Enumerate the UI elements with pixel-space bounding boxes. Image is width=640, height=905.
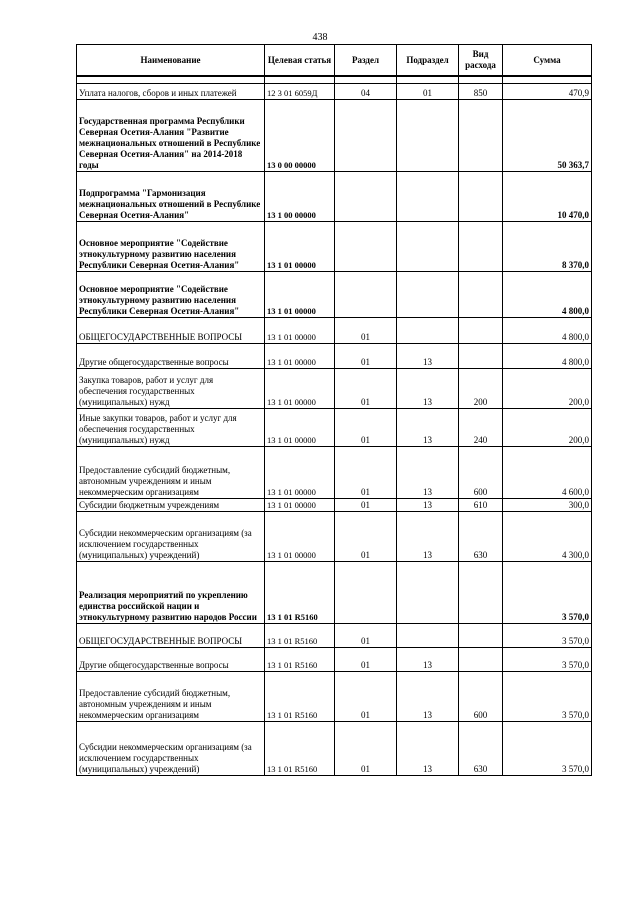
spacer-cell: [265, 76, 335, 84]
cell-razdel: 01: [335, 409, 397, 447]
cell-podrazdel: 13: [397, 648, 459, 672]
cell-vid-rashoda: 200: [459, 369, 503, 409]
cell-target-article: 12 3 01 6059Д: [265, 84, 335, 100]
cell-name: ОБЩЕГОСУДАРСТВЕННЫЕ ВОПРОСЫ: [77, 318, 265, 344]
table-row: [77, 272, 592, 318]
table-row: [77, 672, 592, 722]
budget-table-body: [77, 84, 592, 776]
cell-summa: 4 800,0: [503, 318, 592, 344]
spacer-cell: [459, 76, 503, 84]
column-header-summa: Сумма: [503, 45, 592, 77]
cell-name: Государственная программа Республики Северная Осетия-Алания "Развитие межнациональных отношений в Республике Северная Осетия-Алания" на 2014-2018 годы: [77, 100, 265, 172]
cell-summa: 300,0: [503, 499, 592, 512]
cell-name: Основное мероприятие "Содействие этнокультурному развитию населения Республики Северная Осетия-Алания": [77, 272, 265, 318]
page-number: 438: [312, 32, 328, 43]
table-row: [77, 369, 592, 409]
table-row: [77, 624, 592, 648]
column-header-name: Наименование: [77, 45, 265, 77]
cell-target-article: 13 1 01 00000: [265, 512, 335, 562]
cell-summa: 4 600,0: [503, 447, 592, 499]
cell-name: Субсидии некоммерческим организациям (за исключением государственных (муниципальных) учреждений): [77, 512, 265, 562]
spacer-cell: [503, 76, 592, 84]
cell-target-article: 13 1 01 00000: [265, 272, 335, 318]
cell-razdel: [335, 172, 397, 222]
cell-vid-rashoda: [459, 624, 503, 648]
cell-razdel: [335, 562, 397, 624]
cell-target-article: 13 1 01 00000: [265, 344, 335, 369]
cell-target-article: 13 1 01 00000: [265, 318, 335, 344]
cell-target-article: 13 1 01 R5160: [265, 562, 335, 624]
cell-razdel: 01: [335, 369, 397, 409]
cell-podrazdel: 13: [397, 672, 459, 722]
cell-target-article: 13 1 01 00000: [265, 447, 335, 499]
cell-summa: 470,9: [503, 84, 592, 100]
column-header-razdel: Раздел: [335, 45, 397, 77]
table-header-row: [77, 45, 592, 77]
cell-vid-rashoda: 600: [459, 447, 503, 499]
cell-vid-rashoda: 600: [459, 672, 503, 722]
cell-vid-rashoda: [459, 272, 503, 318]
cell-podrazdel: 13: [397, 499, 459, 512]
cell-razdel: 04: [335, 84, 397, 100]
cell-podrazdel: 13: [397, 512, 459, 562]
budget-table: [76, 44, 592, 776]
cell-podrazdel: 13: [397, 447, 459, 499]
cell-name: Субсидии некоммерческим организациям (за исключением государственных (муниципальных) учреждений): [77, 722, 265, 776]
table-row: [77, 100, 592, 172]
cell-podrazdel: [397, 318, 459, 344]
cell-name: Другие общегосударственные вопросы: [77, 344, 265, 369]
cell-vid-rashoda: 630: [459, 512, 503, 562]
cell-vid-rashoda: [459, 562, 503, 624]
cell-podrazdel: [397, 172, 459, 222]
cell-target-article: 13 1 01 00000: [265, 409, 335, 447]
table-row: [77, 447, 592, 499]
cell-summa: 8 370,0: [503, 222, 592, 272]
cell-razdel: 01: [335, 648, 397, 672]
cell-razdel: 01: [335, 624, 397, 648]
cell-razdel: [335, 100, 397, 172]
cell-summa: 3 570,0: [503, 722, 592, 776]
cell-razdel: 01: [335, 512, 397, 562]
cell-name: ОБЩЕГОСУДАРСТВЕННЫЕ ВОПРОСЫ: [77, 624, 265, 648]
cell-name: Уплата налогов, сборов и иных платежей: [77, 84, 265, 100]
cell-vid-rashoda: [459, 344, 503, 369]
cell-vid-rashoda: 610: [459, 499, 503, 512]
cell-target-article: 13 1 01 R5160: [265, 672, 335, 722]
cell-summa: 3 570,0: [503, 562, 592, 624]
cell-vid-rashoda: 630: [459, 722, 503, 776]
cell-razdel: 01: [335, 499, 397, 512]
spacer-cell: [335, 76, 397, 84]
cell-summa: 10 470,0: [503, 172, 592, 222]
cell-podrazdel: [397, 100, 459, 172]
cell-name: Другие общегосударственные вопросы: [77, 648, 265, 672]
cell-target-article: 13 1 01 00000: [265, 499, 335, 512]
table-row: [77, 222, 592, 272]
cell-vid-rashoda: [459, 222, 503, 272]
cell-razdel: 01: [335, 722, 397, 776]
table-row: [77, 722, 592, 776]
column-header-podrazdel: Подраздел: [397, 45, 459, 77]
cell-name: Предоставление субсидий бюджетным, автономным учреждениям и иным некоммерческим организациям: [77, 447, 265, 499]
cell-podrazdel: [397, 272, 459, 318]
cell-razdel: 01: [335, 318, 397, 344]
cell-target-article: 13 0 00 00000: [265, 100, 335, 172]
cell-podrazdel: 13: [397, 369, 459, 409]
cell-name: Подпрограмма "Гармонизация межнациональных отношений в Республике Северная Осетия-Алания": [77, 172, 265, 222]
cell-target-article: 13 1 01 00000: [265, 369, 335, 409]
cell-name: Предоставление субсидий бюджетным, автономным учреждениям и иным некоммерческим организациям: [77, 672, 265, 722]
cell-vid-rashoda: [459, 318, 503, 344]
cell-target-article: 13 1 01 R5160: [265, 722, 335, 776]
cell-podrazdel: 13: [397, 722, 459, 776]
table-row: [77, 172, 592, 222]
spacer-cell: [77, 76, 265, 84]
cell-name: Закупка товаров, работ и услуг для обеспечения государственных (муниципальных) нужд: [77, 369, 265, 409]
cell-razdel: 01: [335, 344, 397, 369]
cell-summa: 4 300,0: [503, 512, 592, 562]
cell-vid-rashoda: 240: [459, 409, 503, 447]
cell-target-article: 13 1 00 00000: [265, 172, 335, 222]
cell-name: Субсидии бюджетным учреждениям: [77, 499, 265, 512]
cell-razdel: 01: [335, 447, 397, 499]
cell-name: Иные закупки товаров, работ и услуг для обеспечения государственных (муниципальных) нужд: [77, 409, 265, 447]
cell-target-article: 13 1 01 R5160: [265, 648, 335, 672]
cell-target-article: 13 1 01 00000: [265, 222, 335, 272]
cell-podrazdel: [397, 222, 459, 272]
table-row: [77, 84, 592, 100]
cell-summa: 3 570,0: [503, 624, 592, 648]
cell-vid-rashoda: [459, 100, 503, 172]
cell-razdel: 01: [335, 672, 397, 722]
cell-podrazdel: 13: [397, 409, 459, 447]
cell-summa: 200,0: [503, 369, 592, 409]
cell-summa: 3 570,0: [503, 648, 592, 672]
header-spacer-row: [77, 76, 592, 84]
cell-name: Реализация мероприятий по укреплению единства российской нации и этнокультурному развитию народов России: [77, 562, 265, 624]
cell-vid-rashoda: [459, 648, 503, 672]
cell-podrazdel: [397, 624, 459, 648]
cell-vid-rashoda: 850: [459, 84, 503, 100]
cell-summa: 50 363,7: [503, 100, 592, 172]
table-row: [77, 499, 592, 512]
cell-summa: 4 800,0: [503, 344, 592, 369]
spacer-cell: [397, 76, 459, 84]
column-header-code: Целевая статья: [265, 45, 335, 77]
cell-razdel: [335, 272, 397, 318]
cell-podrazdel: 13: [397, 344, 459, 369]
cell-name: Основное мероприятие "Содействие этнокультурному развитию населения Республики Северная Осетия-Алания": [77, 222, 265, 272]
cell-podrazdel: 01: [397, 84, 459, 100]
table-row: [77, 648, 592, 672]
cell-vid-rashoda: [459, 172, 503, 222]
cell-summa: 4 800,0: [503, 272, 592, 318]
column-header-vid: Вид расхода: [459, 45, 503, 77]
cell-target-article: 13 1 01 R5160: [265, 624, 335, 648]
table-row: [77, 409, 592, 447]
cell-razdel: [335, 222, 397, 272]
cell-summa: 3 570,0: [503, 672, 592, 722]
table-row: [77, 512, 592, 562]
table-row: [77, 562, 592, 624]
table-row: [77, 318, 592, 344]
table-row: [77, 344, 592, 369]
cell-summa: 200,0: [503, 409, 592, 447]
cell-podrazdel: [397, 562, 459, 624]
